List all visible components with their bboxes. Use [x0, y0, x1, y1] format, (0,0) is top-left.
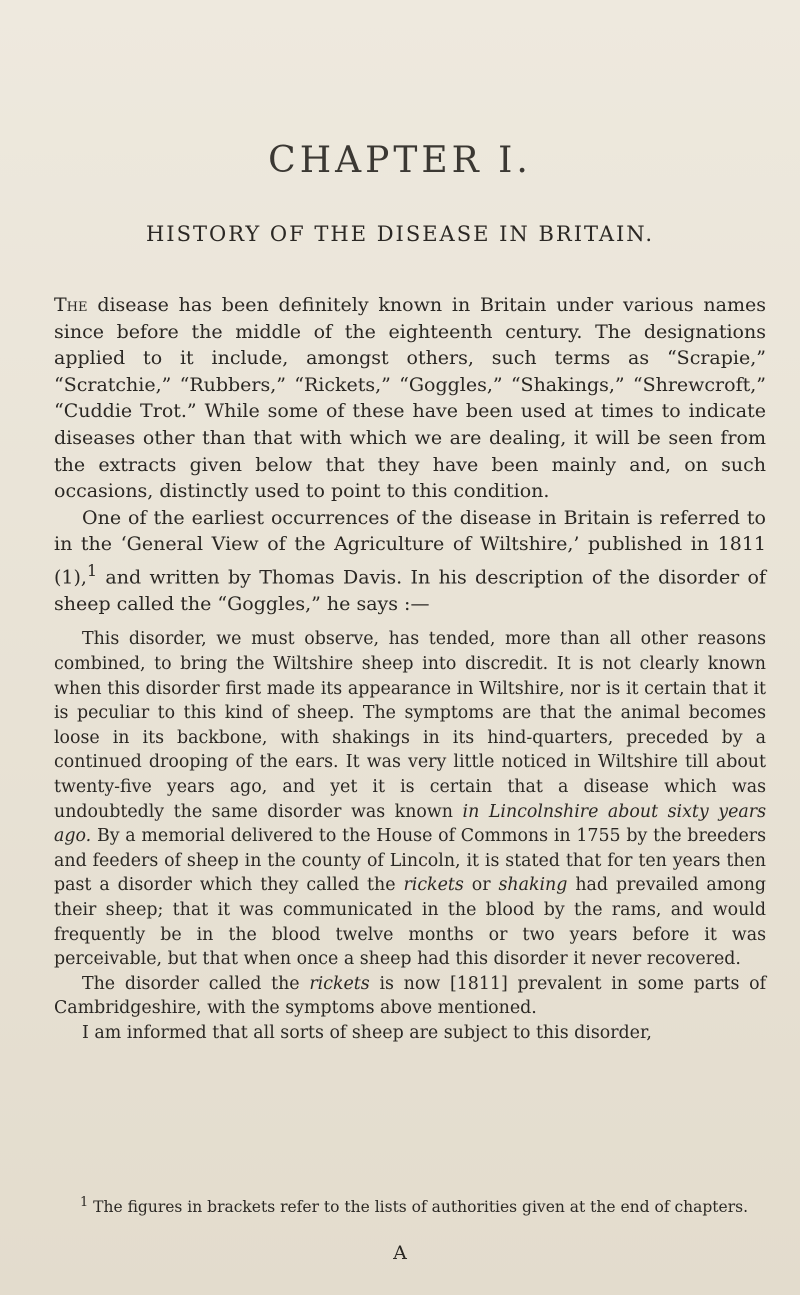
- quote-text: had prevailed among their sheep; that it was communicated in the blood by the rams, and would frequently be in the blood twelve months or two years before it was perceivable, but that when once a sheep had this disorder it never recovered.: [54, 875, 767, 970]
- footnote-marker: 1: [80, 1195, 89, 1210]
- quote-italic-text: shaking: [498, 875, 568, 896]
- footnote: [54, 1192, 766, 1218]
- paragraph-1-initial: The: [54, 294, 88, 316]
- paragraph-2: [54, 505, 766, 618]
- footnote-text: The figures in brackets refer to the lists of authorities given at the end of chapters.: [93, 1198, 749, 1217]
- paragraph-2-text-a: One of the earliest occurrences of the disease in Britain is referred to in the ‘General View of the Agriculture of Wiltshire,’ published in 1811 (1),: [54, 506, 766, 589]
- paragraph-1: [54, 292, 766, 505]
- footnote-reference: 1: [86, 560, 98, 580]
- chapter-heading: CHAPTER I.: [268, 140, 532, 181]
- section-title: HISTORY OF THE DISEASE IN BRITAIN.: [145, 222, 655, 246]
- quote-text: is now [1811] prevalent in some parts of Cambridgeshire, with the symptoms above mentioned.: [54, 973, 767, 1019]
- quote-italic-text: rickets: [403, 875, 464, 896]
- paragraph-1-text: disease has been definitely known in Britain under various names since before the middle of the eighteenth century. The designations applied to it include, amongst others, such terms as “Scrapie,” “Scratchie,” “Rubbers,” “Rickets,” “Goggles,” “Shakings,” “Shrewcroft,” “Cuddie Trot.” While some of these have been used at times to indicate diseases other than that with which we are dealing, it will be seen from the extracts given below that they have been mainly and, on such occasions, distinctly used to point to this condition.: [54, 294, 766, 503]
- quote-text: The disorder called the: [82, 973, 300, 994]
- quote-paragraph-1: [54, 627, 766, 971]
- quote-italic-text: rickets: [309, 973, 370, 994]
- block-quote: [54, 627, 766, 1045]
- quote-text: or: [471, 875, 491, 896]
- quote-italic-text: in Lincolnshire about sixty years ago.: [54, 801, 766, 847]
- main-text: [54, 292, 766, 1046]
- quote-paragraph-2: [54, 972, 766, 1021]
- signature-mark: A: [393, 1242, 407, 1264]
- quote-paragraph-3: I am informed that all sorts of sheep are subject to this disorder,: [82, 1022, 652, 1043]
- quote-text: By a memorial delivered to the House of Commons in 1755 by the breeders and feeders of sheep in the county of Lincoln, it is stated that for ten years then past a disorder which they called the: [54, 826, 766, 896]
- paragraph-2-text-b: and written by Thomas Davis. In his description of the disorder of sheep called the “Goggles,” he says :—: [54, 566, 766, 615]
- quote-text: This disorder, we must observe, has tended, more than all other reasons combined, to bring the Wiltshire sheep into discredit. It is not clearly known when this disorder first made its appearance in Wiltshire, nor is it certain that it is peculiar to this kind of sheep. The symptoms are that the animal becomes loose in its backbone, with shakings in its hind-quarters, preceded by a continued drooping of the ears. It was very little noticed in Wiltshire till about twenty-five years ago, and yet it is certain that a disease which was undoubtedly the same disorder was known: [54, 629, 766, 822]
